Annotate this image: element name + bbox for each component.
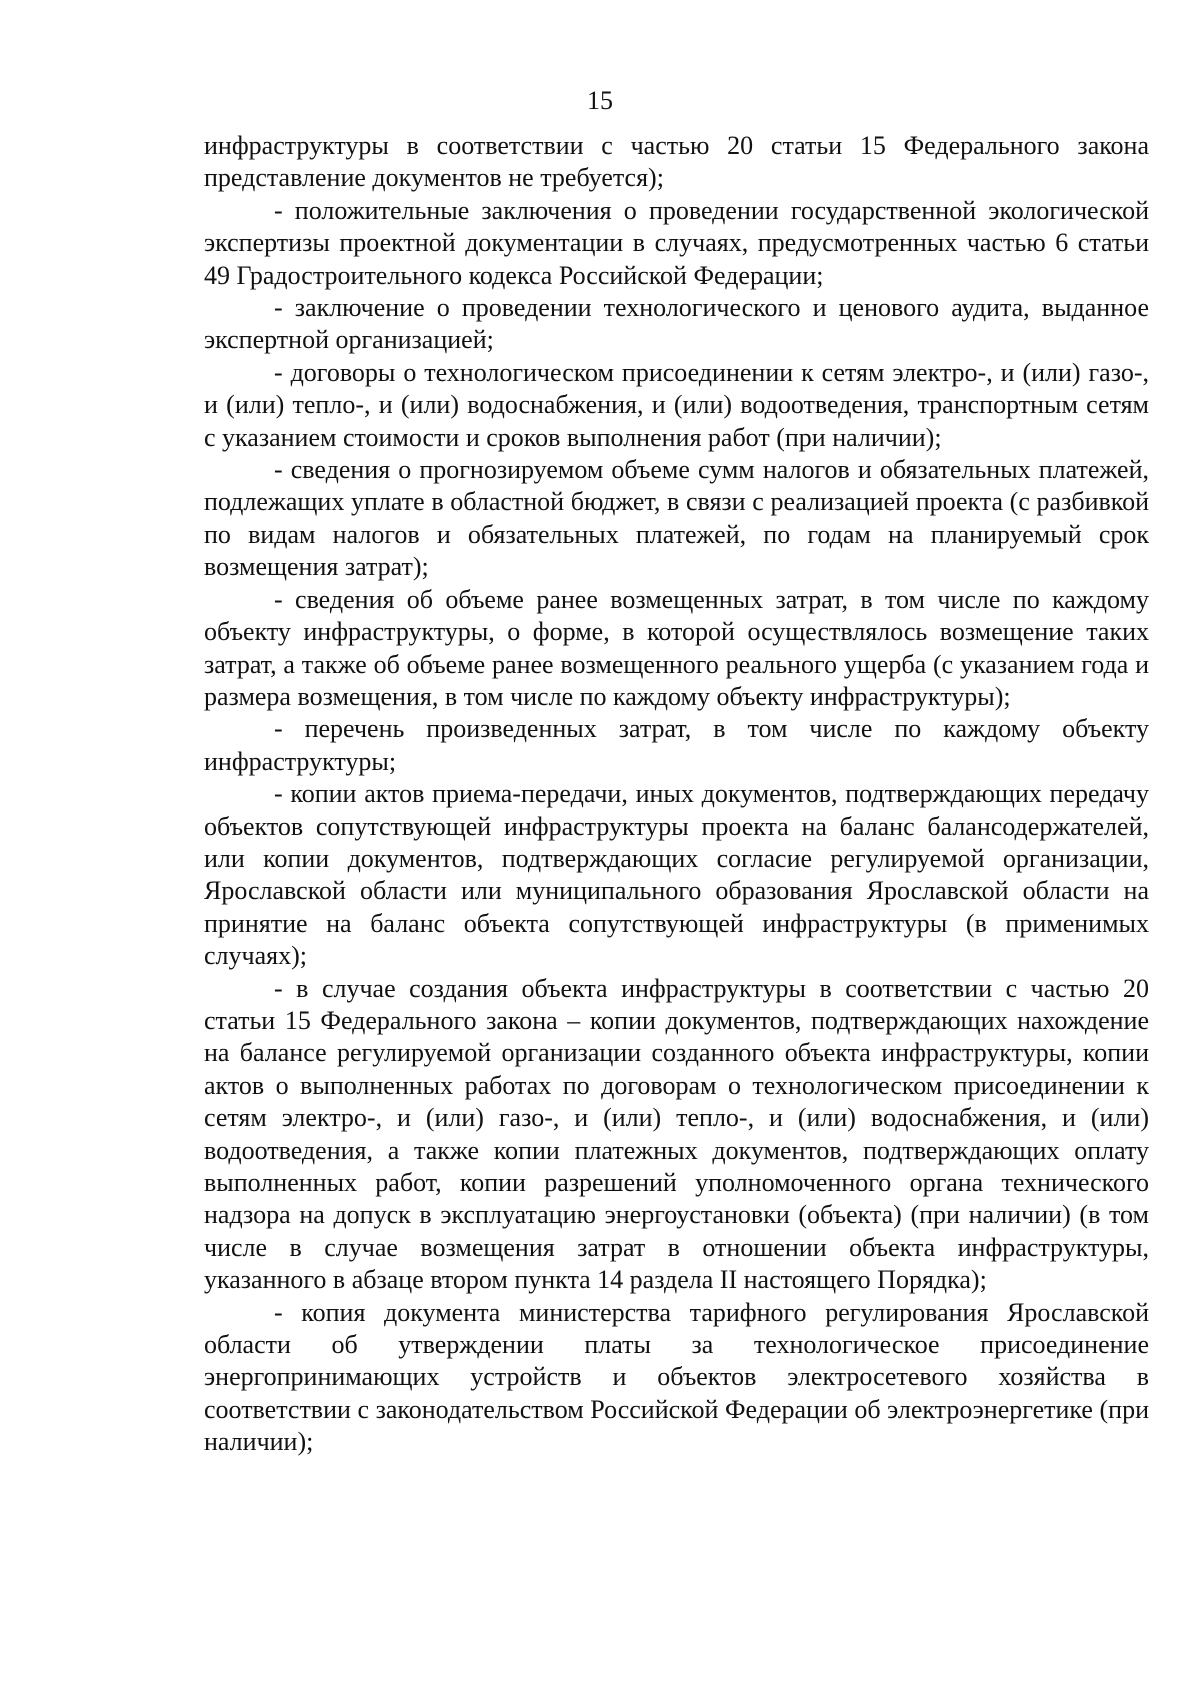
paragraph-infrastructure-creation: - в случае создания объекта инфраструктуры в соответствии с частью 20 статьи 15 Федерального закона – копии документов, подтверждающих нахождение на балансе регулируемой организации созданного объекта инфраструктуры, копии актов о выполненных работах по договорам о технологическом присоединении к сетям электро-, и (или) газо-, и (или) тепло-, и (или) водоснабжения, и (или) водоотведения, а также копии платежных документов, подтверждающих оплату выполненных работ, копии разрешений уполномоченного органа технического надзора на допуск в эксплуатацию энергоустановки (объекта) (при наличии) (в том числе в случае возмещения затрат в отношении объекта инфраструктуры, указанного в абзаце втором пункта 14 раздела II настоящего Порядка); (204, 973, 1149, 1295)
paragraph-tariff-document: - копия документа министерства тарифного регулирования Ярославской области об утверждении платы за технологическое присоединение энергопринимающих устройств и объектов электросетевого хозяйства в соответствии с законодательством Российской Федерации об электроэнергетике (при наличии); (204, 1297, 1149, 1457)
paragraph-costs-list: - перечень произведенных затрат, в том числе по каждому объекту инфраструктуры; (204, 714, 1149, 776)
paragraph-continuation: инфраструктуры в соответствии с частью 20 статьи 15 Федерального закона представление документов не требуется); (204, 131, 1149, 193)
page-number: 15 (587, 86, 613, 115)
paragraph-transfer-acts: - копии актов приема-передачи, иных документов, подтверждающих передачу объектов сопутствующей инфраструктуры проекта на баланс балансодержателей, или копии документов, подтверждающих согласие регулируемой организации, Ярославской области или муниципального образования Ярославской области на принятие на баланс объекта сопутствующей инфраструктуры (в применимых случаях); (204, 779, 1149, 971)
paragraph-previous-reimbursement: - сведения об объеме ранее возмещенных затрат, в том числе по каждому объекту инфраструктуры, о форме, в которой осуществлялось возмещение таких затрат, а также об объеме ранее возмещенного реального ущерба (с указанием года и размера возмещения, в том числе по каждому объекту инфраструктуры); (204, 584, 1149, 711)
paragraph-technology-audit: - заключение о проведении технологического и ценового аудита, выданное экспертной организацией; (204, 293, 1149, 355)
paragraph-connection-contracts: - договоры о технологическом присоединении к сетям электро-, и (или) газо-, и (или) тепло-, и (или) водоснабжения, и (или) водоотведения, транспортным сетям с указанием стоимости и сроков выполнения работ (при наличии); (204, 357, 1149, 452)
paragraph-tax-forecast: - сведения о прогнозируемом объеме сумм налогов и обязательных платежей, подлежащих уплате в областной бюджет, в связи с реализацией проекта (с разбивкой по видам налогов и обязательных платежей, по годам на планируемый срок возмещения затрат); (204, 455, 1149, 582)
paragraph-ecological-expertise: - положительные заключения о проведении государственной экологической экспертизы проектной документации в случаях, предусмотренных частью 6 статьи 49 Градостроительного кодекса Российской Федерации; (204, 195, 1149, 290)
document-body (204, 130, 1149, 1459)
